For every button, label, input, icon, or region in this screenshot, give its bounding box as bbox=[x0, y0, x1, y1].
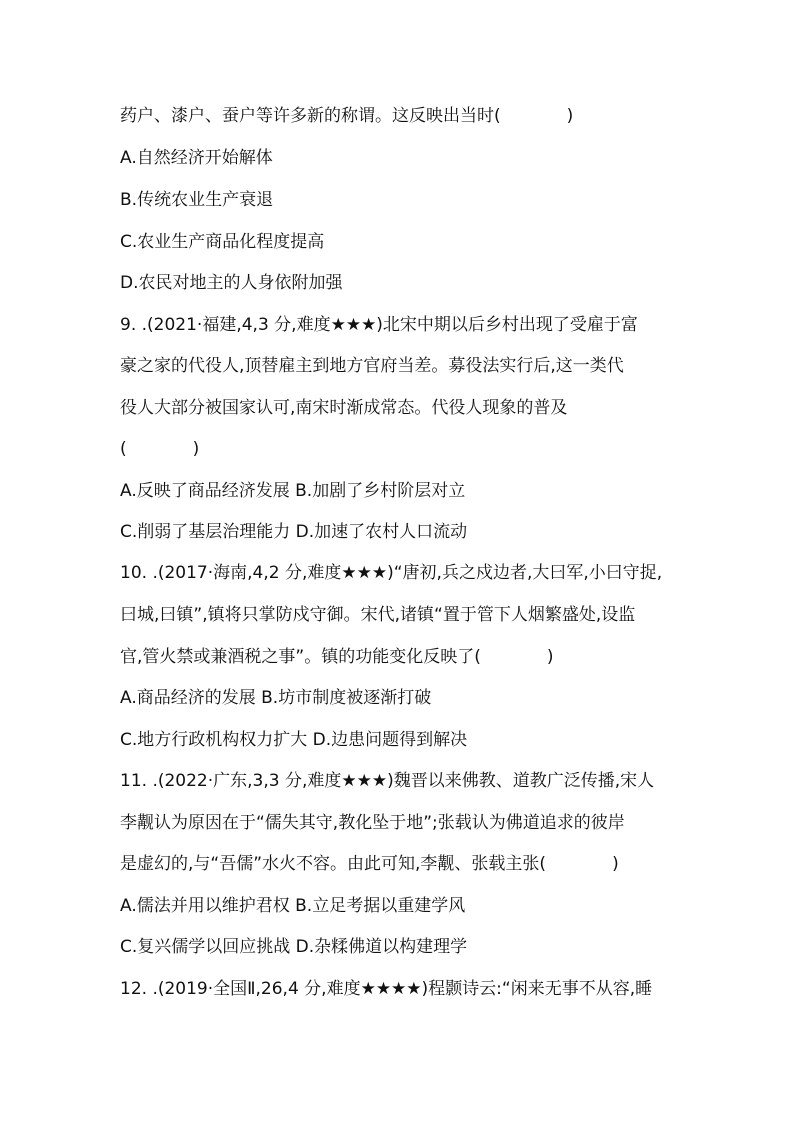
q10-stem-line-3 bbox=[120, 645, 680, 669]
q12-stem-line-1: 12. .(2019·全国Ⅱ,26,4 分,难度★★★★)程颢诗云:“闲来无事不从容,睡 bbox=[120, 979, 653, 999]
q10-stem-text: 官,管火禁或兼酒税之事”。镇的功能变化反映了( bbox=[120, 647, 481, 667]
q8-option-a: A.自然经济开始解体 bbox=[120, 148, 273, 168]
q9-options-cd: C.削弱了基层治理能力 D.加速了农村人口流动 bbox=[120, 522, 468, 542]
q10-options-ab: A.商品经济的发展 B.坊市制度被逐渐打破 bbox=[120, 688, 432, 708]
q8-option-d: D.农民对地主的人身依附加强 bbox=[120, 273, 343, 293]
q11-stem-text: 是虚幻的,与“吾儒”水火不容。由此可知,李觏、张载主张( bbox=[120, 854, 547, 874]
q9-stem-line-1: 9. .(2021·福建,4,3 分,难度★★★)北宋中期以后乡村出现了受雇于富 bbox=[120, 315, 638, 335]
paren-close: ) bbox=[192, 439, 200, 459]
q10-stem-line-1: 10. .(2017·海南,4,2 分,难度★★★)“唐初,兵之戍边者,大曰军,小曰守捉, bbox=[120, 563, 663, 583]
q11-stem-line-3 bbox=[120, 852, 680, 876]
q10-stem-line-2: 曰城,曰镇”,镇将只掌防戍守御。宋代,诸镇“置于管下人烟繁盛处,设监 bbox=[120, 605, 636, 625]
paren-open: ( bbox=[120, 439, 127, 459]
q9-stem-line-3: 役人大部分被国家认可,南宋时渐成常态。代役人现象的普及 bbox=[120, 398, 568, 418]
q11-stem-line-2: 李觏认为原因在于“儒失其守,教化坠于地”;张载认为佛道追求的彼岸 bbox=[120, 813, 625, 833]
paren-close: ) bbox=[566, 106, 574, 126]
q11-options-cd: C.复兴儒学以回应挑战 D.杂糅佛道以构建理学 bbox=[120, 937, 468, 957]
q9-options-ab: A.反映了商品经济发展 B.加剧了乡村阶层对立 bbox=[120, 481, 466, 501]
q9-stem-line-2: 豪之家的代役人,顶替雇主到地方官府当差。募役法实行后,这一类代 bbox=[120, 356, 624, 376]
q8-stem-text: 药户、漆户、蚕户等许多新的称谓。这反映出当时( bbox=[120, 106, 501, 126]
q11-stem-line-1: 11. .(2022·广东,3,3 分,难度★★★)魏晋以来佛教、道教广泛传播,宋人 bbox=[120, 771, 655, 791]
paren-close: ) bbox=[612, 854, 619, 874]
q10-options-cd: C.地方行政机构权力扩大 D.边患问题得到解决 bbox=[120, 730, 468, 750]
q8-stem-line bbox=[120, 104, 680, 128]
q11-options-ab: A.儒法并用以维护君权 B.立足考据以重建学风 bbox=[120, 896, 466, 916]
paren-close: ) bbox=[546, 647, 554, 667]
q9-stem-line-4 bbox=[120, 437, 680, 461]
q8-option-b: B.传统农业生产衰退 bbox=[120, 190, 274, 210]
q8-option-c: C.农业生产商品化程度提高 bbox=[120, 232, 325, 252]
